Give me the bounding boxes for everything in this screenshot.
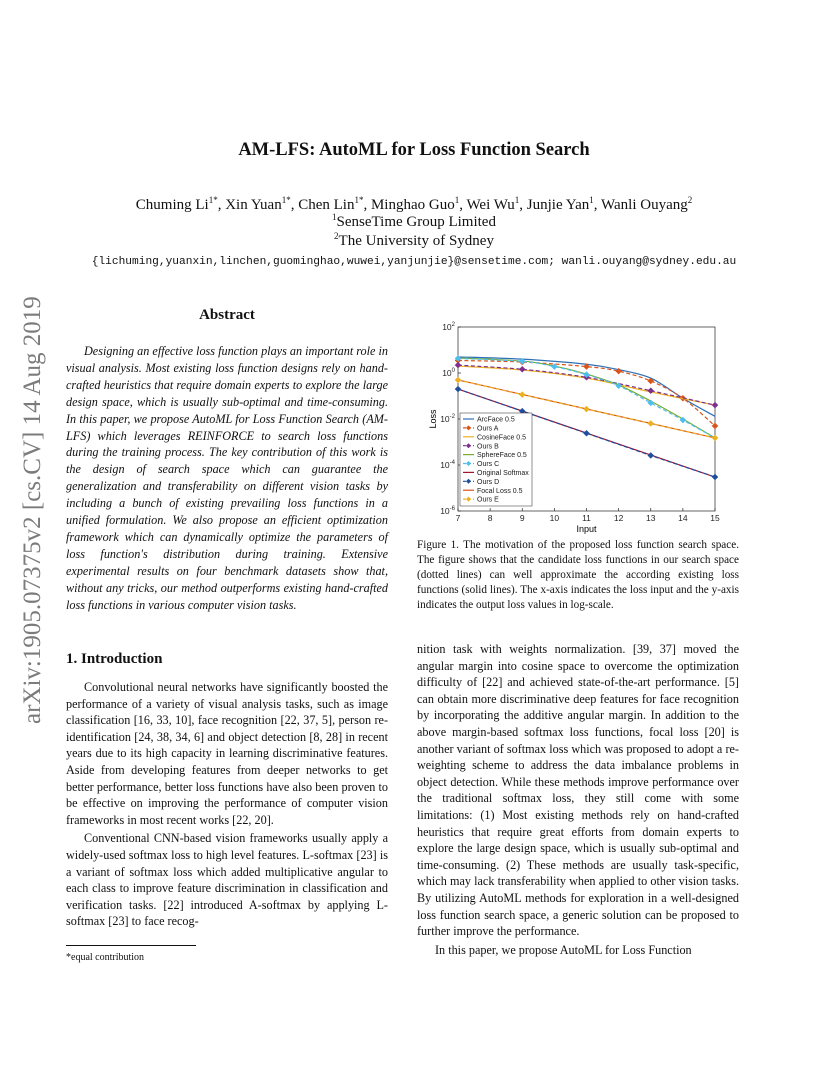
author-affiliation-mark: 1 [514, 195, 520, 205]
x-tick-label: 12 [613, 513, 624, 523]
author-name: Wanli Ouyang [601, 197, 688, 213]
x-tick-label: 8 [487, 513, 493, 523]
abstract-heading: Abstract [199, 307, 255, 323]
abstract-body [66, 343, 388, 614]
footnote-rule [66, 945, 196, 946]
legend-entry: Ours D [477, 478, 500, 486]
abstract-text: Designing an effective loss function plays an important role in visual analysis. Most existing loss function designs rely on hand-crafted heuristics that require domain experts to explore the large design space, which is usually sub-optimal and time-consuming. In this paper, we propose AutoML for Loss Function Search (AM-LFS) which leverages REINFORCE to search loss functions during the training process. The key contribution of this work is the design of search space which can guarantee the generalization and transferability on different vision tasks by including a bunch of existing prevailing loss functions in a unified formulation. We also propose an efficient optimization framework which can dynamically optimize the parameters of loss function's distribution during training. Extensive experimental results on four benchmark datasets show that, without any tricks, our method outperforms existing hand-crafted loss functions in various computer vision tasks. [66, 344, 388, 612]
x-tick-label: 11 [582, 513, 591, 523]
legend-entry: Ours A [477, 425, 499, 433]
legend-entry: Ours E [477, 496, 499, 504]
chart-legend [460, 413, 532, 506]
intro-right-paragraph-2: In this paper, we propose AutoML for Loss Function [435, 942, 692, 957]
footnote: *equal contribution [66, 952, 145, 963]
intro-right-paragraph-1: nition task with weights normalization. [39, 37] moved the angular margin into cosine space to overcome the optimization difficulty of [22] and achieved state-of-the-art performance. [5] can obtain more discriminative deep features for face recognition by incorporating the additive angular margin. In addition to the above margin-based softmax loss functions, focal loss [20] is another variant of softmax loss which was proposed to adopt a re-weighting scheme to address the data imbalance problems in object detection. While these methods improve performance over the traditional softmax loss, they still come with some limitations: (1) Most existing methods rely on hand-crafted heuristics that require great efforts from domain experts to explore the large design space, which is usually sub-optimal and time-consuming. (2) These methods are usually task-specific, which may lack transferability when applied to other vision tasks. By utilizing AutoML methods for exploration in a well-designed loss function search space, a generic solution can be proposed to further improve the performance. [417, 642, 739, 939]
legend-entry: Ours C [477, 461, 500, 469]
introduction-left [66, 679, 388, 930]
author-affiliation-mark: 1 [454, 195, 460, 205]
legend-entry: CosineFace 0.5 [477, 434, 527, 442]
affiliation-1: $^1$SenseTime Group Limited [332, 212, 496, 230]
author-list: Chuming $Li^{1*}$, Xin Yuan$^{1*}$, Chen Lin$^{1*}$, Minghao Guo$^1$, Wei Wu$^1$, Junjie Yan$^1$, Wanli Ouyang$^2$ [135, 195, 693, 213]
author-name: Minghao Guo [370, 197, 455, 213]
legend-entry: Focal Loss 0.5 [477, 487, 523, 495]
author-affiliation-mark: 1 [589, 195, 594, 205]
author-affiliation-mark: 2 [687, 195, 693, 205]
y-tick-label: $10^0$ [442, 368, 455, 378]
legend-entry: ArcFace 0.5 [477, 416, 515, 424]
y-tick-label: $10^{-2}$ [440, 414, 455, 424]
legend-entry: Ours B [477, 443, 499, 451]
email-addresses: {lichuming,yuanxin,linchen,guominghao,wuwei,yanjunjie}@sensetime.com; wanli.ouyang@sydney.edu.au [91, 256, 737, 268]
y-tick-label: $10^2$ [442, 322, 455, 332]
introduction-heading: 1. Introduction [66, 651, 163, 667]
author-name: Junjie Yan [526, 197, 590, 213]
arxiv-identifier: arXiv:1905.07375v2 [cs.CV] 14 Aug 2019 [19, 296, 46, 724]
author-name: Wei Wu [466, 197, 515, 213]
x-tick-label: 15 [710, 513, 720, 523]
author-name: Chen Lin [298, 197, 355, 213]
figure-caption: Figure 1. The motivation of the proposed loss function search space. The figure shows that the candidate loss functions in our search space (dotted lines) can well approximate the according existing loss functions (solid lines). The x-axis indicates the loss input and the y-axis indicates the output loss values in log-scale. [417, 539, 739, 611]
x-tick-label: 10 [549, 513, 560, 523]
introduction-right [417, 641, 739, 958]
y-tick-label: $10^{-4}$ [440, 460, 455, 470]
x-tick-label: 9 [519, 513, 525, 523]
author-name: Chuming Li [135, 197, 209, 213]
intro-paragraph-1: Convolutional neural networks have significantly boosted the performance of a variety of visual analysis tasks, such as image classification [16, 33, 10], face recognition [22, 37, 5], person re-identification [24, 38, 34, 6] and object detection [8, 28] in recent years due to its high capacity in learning discriminative features. Aside from developing features from deeper networks to get better performance, better loss functions have also been proven to be effective on improving the performance of computer vision frameworks in most recent works [22, 20]. [66, 680, 388, 827]
x-tick-label: 14 [678, 513, 688, 523]
legend-entry: Original Softmax [477, 470, 529, 477]
author-affiliation-mark: 1* [208, 195, 218, 205]
loss-chart [412, 315, 742, 537]
author-affiliation-mark: 1* [354, 195, 364, 205]
paper-title: AM-LFS: AutoML for Loss Function Search [238, 140, 590, 160]
author-name: Xin Yuan [225, 197, 282, 213]
y-tick-label: $10^{-6}$ [440, 506, 455, 516]
x-tick-label: 7 [455, 513, 461, 523]
x-axis-label: Input [576, 524, 597, 534]
intro-paragraph-2: Conventional CNN-based vision frameworks usually apply a widely-used softmax loss to high level features. L-softmax [23] is a variant of softmax loss which added multiplicative angular to each class to improve feature discrimination in classification and verification tasks. [22] introduced A-softmax by applying L-softmax [23] to face recog- [66, 831, 388, 929]
x-tick-label: 13 [646, 513, 656, 523]
affiliation-2: $^2$The University of Sydney [334, 231, 494, 249]
author-affiliation-mark: 1* [281, 195, 291, 205]
legend-entry: SphereFace 0.5 [477, 452, 527, 460]
y-axis-label: Loss [428, 409, 438, 429]
